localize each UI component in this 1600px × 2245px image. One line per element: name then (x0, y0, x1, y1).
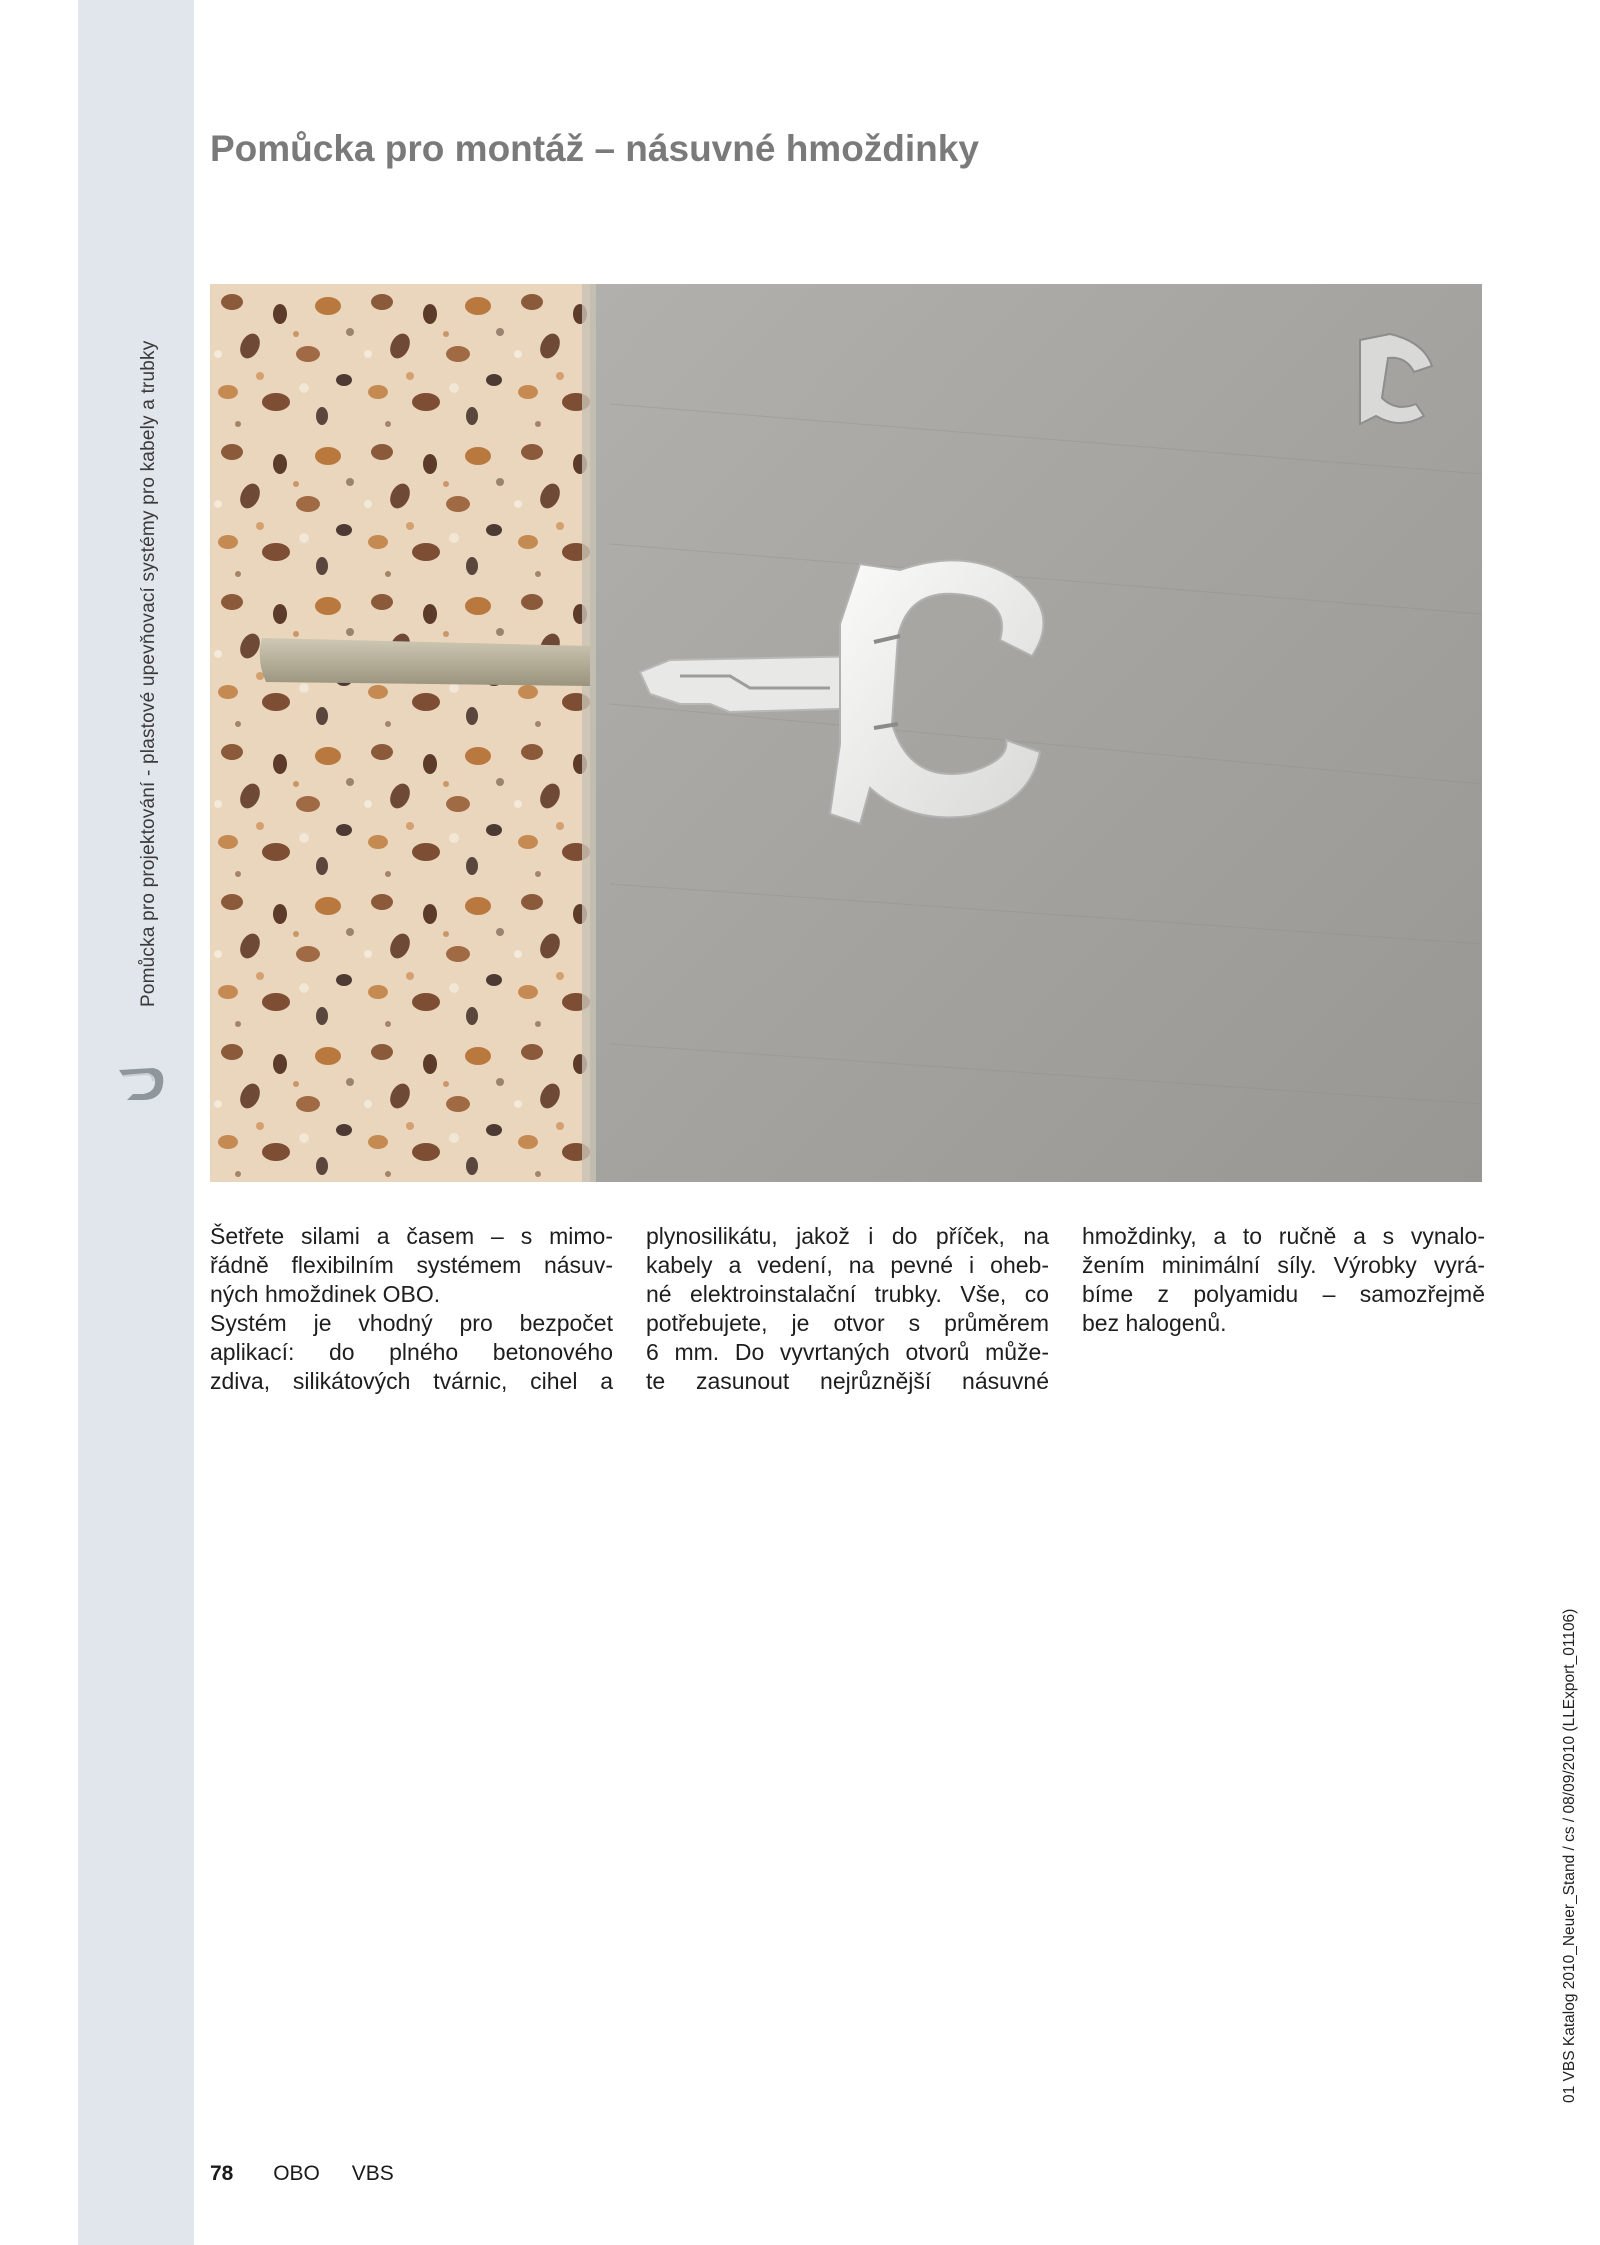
obo-clip-icon (113, 1060, 171, 1108)
body-text-column-2 (646, 1222, 1049, 1396)
text-line: zdiva, silikátových tvárnic, cihel a (210, 1368, 613, 1394)
body-text-column-1 (210, 1222, 613, 1396)
page-number: 78 (210, 2162, 234, 2185)
text-line: né elektroinstalační trubky. Vše, co (646, 1281, 1049, 1307)
body-text-column-3 (1082, 1222, 1485, 1338)
footer-product-line: VBS (351, 2162, 394, 2185)
text-line: hmoždinky, a to ručně a s vynalo- (1082, 1223, 1485, 1249)
text-line: te zasunout nejrůznější násuvné (646, 1368, 1049, 1394)
page-title: Pomůcka pro montáž – násuvné hmoždinky (210, 128, 979, 169)
text-line: bíme z polyamidu – samozřejmě (1082, 1281, 1485, 1307)
text-line: bez halogenů. (1082, 1310, 1227, 1336)
sidebar-band (78, 0, 194, 2245)
text-line: potřebujete, je otvor s průměrem (646, 1310, 1049, 1336)
push-in-dowel-clip-photo (210, 284, 1482, 1182)
text-line: 6 mm. Do vyvrtaných otvorů může- (646, 1339, 1049, 1365)
sidebar-section-title: Pomůcka pro projektování - plastové upevňovací systémy pro kabely a trubky (138, 340, 159, 1007)
text-line: kabely a vedení, na pevné i oheb- (646, 1252, 1049, 1278)
text-line: Systém je vhodný pro bezpočet (210, 1310, 613, 1336)
page-footer (210, 2162, 394, 2186)
export-info: 01 VBS Katalog 2010_Neuer_Stand / cs / 08/09/2010 (LLExport_01106) (1561, 1608, 1578, 2103)
text-line: žením minimální síly. Výrobky vyrá- (1082, 1252, 1485, 1278)
text-line: plynosilikátu, jakož i do příček, na (646, 1223, 1049, 1249)
text-line: aplikací: do plného betonového (210, 1339, 613, 1365)
text-line: řádně flexibilním systémem násuv- (210, 1252, 613, 1278)
text-line: Šetřete silami a časem – s mimo- (210, 1223, 613, 1249)
footer-brand: OBO (273, 2162, 320, 2185)
text-line: ných hmoždinek OBO. (210, 1281, 441, 1307)
